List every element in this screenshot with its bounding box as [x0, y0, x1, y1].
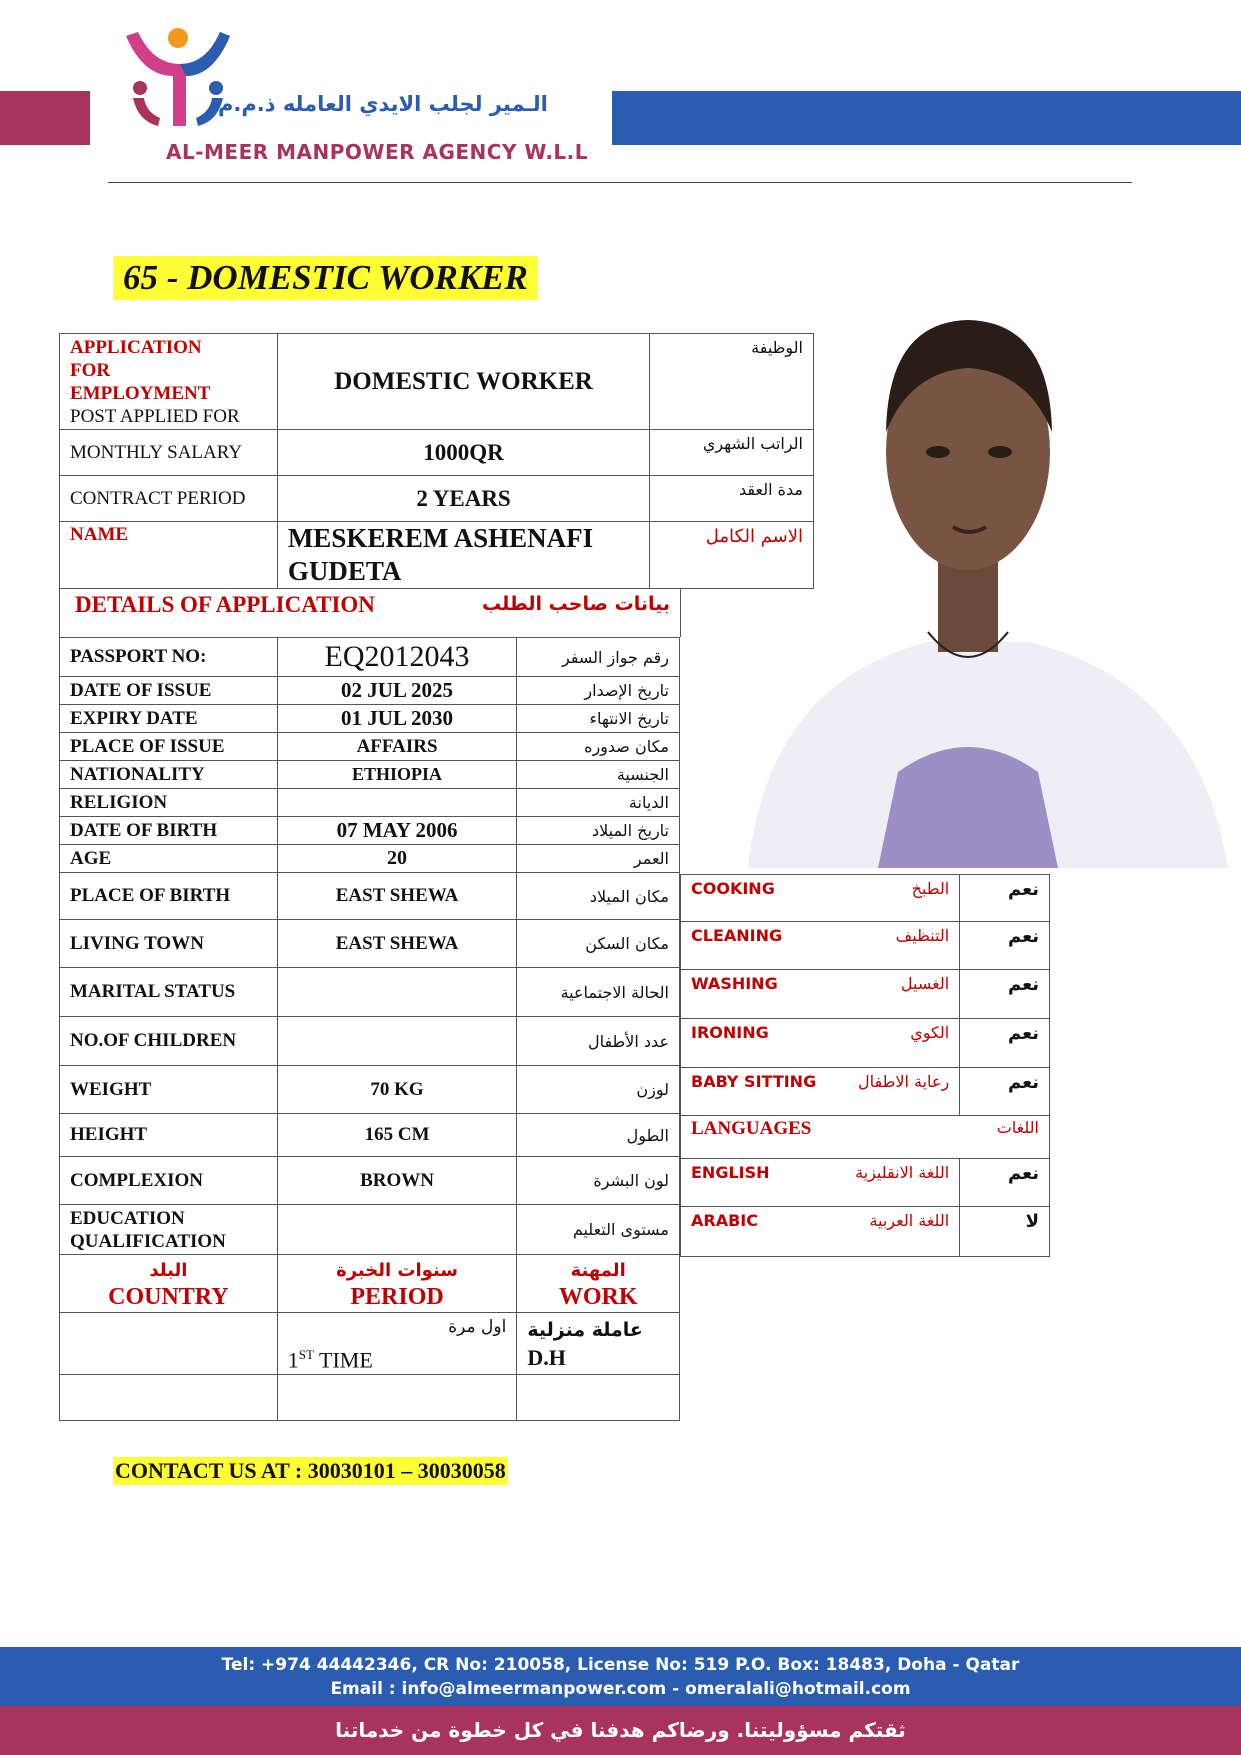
- footer-info: [0, 1647, 1241, 1706]
- experience-work-header: المهنة WORK: [517, 1255, 680, 1313]
- page-title: 65 - DOMESTIC WORKER: [113, 256, 538, 300]
- logo-arabic-text: الـمير لجلب الايدي العامله ذ.م.م: [218, 92, 548, 116]
- education-arabic-label: مستوى التعليم: [517, 1205, 680, 1255]
- row-arabic-label: لوزن: [517, 1066, 680, 1114]
- contract-value: 2 YEARS: [277, 476, 649, 522]
- name-arabic-label: الاسم الكامل: [650, 522, 814, 589]
- row-value: [277, 789, 517, 817]
- row-label: MARITAL STATUS: [60, 968, 278, 1017]
- experience-work-cell: عاملة منزلية D.H: [517, 1313, 680, 1375]
- footer-slogan: ثقتكم مسؤوليتنا. ورضاكم هدفنا في كل خطوة من خدماتنا: [0, 1706, 1241, 1755]
- employment-table: [59, 333, 814, 589]
- row-label: LIVING TOWN: [60, 920, 278, 968]
- salary-label: MONTHLY SALARY: [60, 430, 278, 476]
- row-value: 70 KG: [277, 1066, 517, 1114]
- language-value: نعم: [960, 1159, 1050, 1207]
- education-label: EDUCATION QUALIFICATION: [60, 1205, 278, 1255]
- application-label: APPLICATION FOR EMPLOYMENT: [70, 337, 211, 404]
- row-arabic-label: مكان الميلاد: [517, 873, 680, 920]
- experience-empty-cell: [60, 1375, 278, 1421]
- skill-value: نعم: [960, 875, 1050, 922]
- post-label: POST APPLIED FOR: [70, 406, 240, 427]
- header-bar-left: [0, 91, 90, 145]
- row-value: BROWN: [277, 1157, 517, 1205]
- row-label: RELIGION: [60, 789, 278, 817]
- skill-value: نعم: [960, 922, 1050, 970]
- post-value: DOMESTIC WORKER: [277, 334, 649, 430]
- row-label: PLACE OF ISSUE: [60, 733, 278, 761]
- passport-value: EQ2012043: [277, 638, 517, 677]
- row-arabic-label: لون البشرة: [517, 1157, 680, 1205]
- row-value: 02 JUL 2025: [277, 677, 517, 705]
- row-arabic-label: عدد الأطفال: [517, 1017, 680, 1066]
- row-arabic-label: تاريخ الإصدار: [517, 677, 680, 705]
- header-divider: [108, 182, 1132, 183]
- language-value: لا: [960, 1207, 1050, 1257]
- row-value: 20: [277, 845, 517, 873]
- row-label: NATIONALITY: [60, 761, 278, 789]
- salary-arabic-label: الراتب الشهري: [650, 430, 814, 476]
- row-value: 165 CM: [277, 1114, 517, 1157]
- post-arabic-label: الوظيفة: [650, 334, 814, 430]
- row-label: PLACE OF BIRTH: [60, 873, 278, 920]
- name-label: NAME: [60, 522, 278, 589]
- skill-item: WASHING الغسيل: [681, 970, 960, 1019]
- row-arabic-label: مكان السكن: [517, 920, 680, 968]
- row-value: [277, 1017, 517, 1066]
- row-arabic-label: الجنسية: [517, 761, 680, 789]
- row-arabic-label: تاريخ الميلاد: [517, 817, 680, 845]
- row-label: DATE OF BIRTH: [60, 817, 278, 845]
- row-value: AFFAIRS: [277, 733, 517, 761]
- passport-label: PASSPORT NO:: [60, 638, 278, 677]
- details-table: [59, 637, 680, 1421]
- contact-line: CONTACT US AT : 30030101 – 30030058: [115, 1458, 506, 1483]
- skill-item: COOKING الطبخ: [681, 875, 960, 922]
- row-label: AGE: [60, 845, 278, 873]
- row-label: WEIGHT: [60, 1066, 278, 1114]
- name-value: MESKEREM ASHENAFI GUDETA: [277, 522, 649, 589]
- skill-item: BABY SITTING رعاية الاطفال: [681, 1068, 960, 1116]
- experience-period-cell: اول مرة 1ST TIME: [277, 1313, 517, 1375]
- row-value: 07 MAY 2006: [277, 817, 517, 845]
- languages-heading: LANGUAGES اللغات: [681, 1116, 1050, 1159]
- skill-value: نعم: [960, 1068, 1050, 1116]
- footer-line-2: Email : info@almeermanpower.com - omeralali@hotmail.com: [330, 1679, 911, 1699]
- skill-item: CLEANING التنظيف: [681, 922, 960, 970]
- language-item: ENGLISH اللغة الانقليزية: [681, 1159, 960, 1207]
- row-label: COMPLEXION: [60, 1157, 278, 1205]
- skills-table: [680, 874, 1050, 1257]
- contract-arabic-label: مدة العقد: [650, 476, 814, 522]
- details-heading-en: DETAILS OF APPLICATION: [75, 592, 375, 617]
- row-label: DATE OF ISSUE: [60, 677, 278, 705]
- row-value: [277, 968, 517, 1017]
- skill-item: IRONING الكوي: [681, 1019, 960, 1068]
- experience-country-header: البلد COUNTRY: [60, 1255, 278, 1313]
- row-value: EAST SHEWA: [277, 920, 517, 968]
- skill-value: نعم: [960, 1019, 1050, 1068]
- contract-label: CONTRACT PERIOD: [60, 476, 278, 522]
- experience-empty-cell: [277, 1375, 517, 1421]
- experience-country-cell: [60, 1313, 278, 1375]
- row-arabic-label: مكان صدوره: [517, 733, 680, 761]
- row-arabic-label: الديانة: [517, 789, 680, 817]
- experience-empty-cell: [517, 1375, 680, 1421]
- row-arabic-label: العمر: [517, 845, 680, 873]
- skill-value: نعم: [960, 970, 1050, 1019]
- salary-value: 1000QR: [277, 430, 649, 476]
- education-value: [277, 1205, 517, 1255]
- experience-period-header: سنوات الخبرة PERIOD: [277, 1255, 517, 1313]
- row-label: EXPIRY DATE: [60, 705, 278, 733]
- passport-arabic-label: رقم جواز السفر: [517, 638, 680, 677]
- row-value: EAST SHEWA: [277, 873, 517, 920]
- row-value: ETHIOPIA: [277, 761, 517, 789]
- row-arabic-label: الطول: [517, 1114, 680, 1157]
- details-heading-ar: بيانات صاحب الطلب: [482, 593, 670, 615]
- footer-line-1: Tel: +974 44442346, CR No: 210058, License No: 519 P.O. Box: 18483, Doha - Qatar: [221, 1655, 1020, 1675]
- row-arabic-label: الحالة الاجتماعية: [517, 968, 680, 1017]
- header-bar-right: [612, 91, 1241, 145]
- logo-english-text: AL-MEER MANPOWER AGENCY W.L.L: [166, 140, 589, 164]
- language-item: ARABIC اللغة العربية: [681, 1207, 960, 1257]
- row-label: HEIGHT: [60, 1114, 278, 1157]
- row-value: 01 JUL 2030: [277, 705, 517, 733]
- details-heading: [59, 589, 681, 637]
- row-label: NO.OF CHILDREN: [60, 1017, 278, 1066]
- row-arabic-label: تاريخ الانتهاء: [517, 705, 680, 733]
